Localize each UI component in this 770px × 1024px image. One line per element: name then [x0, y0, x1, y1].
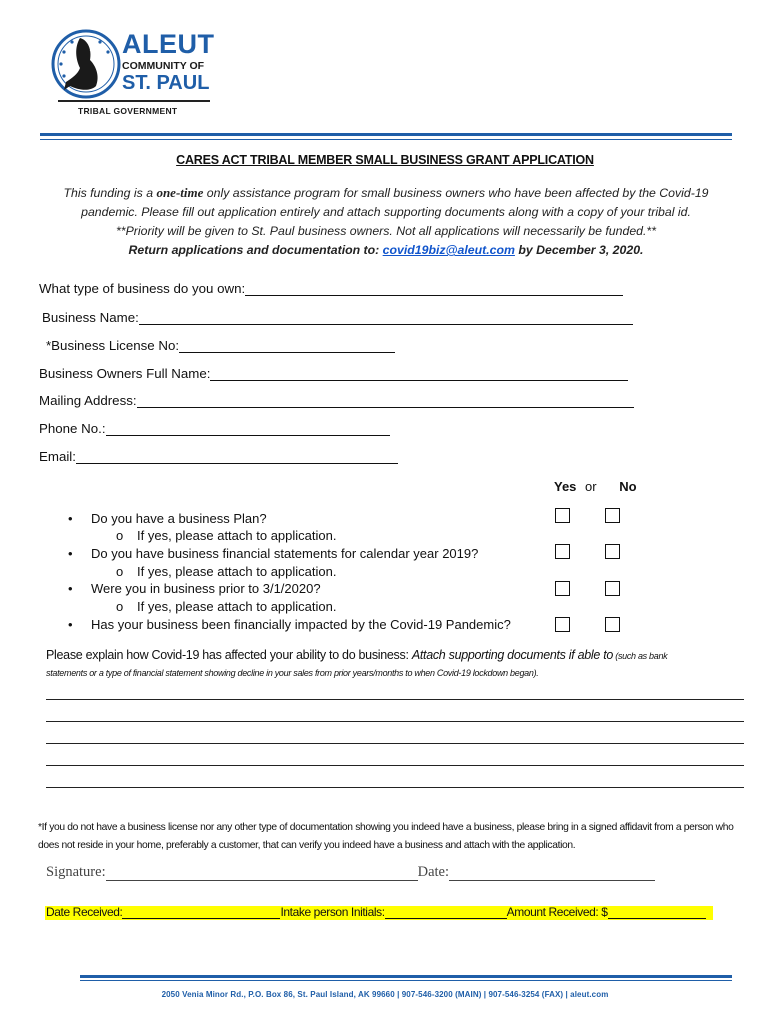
- question-4-yes-checkbox[interactable]: [555, 617, 570, 632]
- return-label: Return applications and documentation to:: [128, 243, 383, 257]
- question-2-sub-marker: o: [116, 564, 124, 579]
- signature-input[interactable]: [106, 866, 418, 881]
- business-name-input[interactable]: [139, 310, 633, 325]
- question-3-yes-checkbox[interactable]: [555, 581, 570, 596]
- footer-rule-thin: [80, 980, 732, 981]
- owners-name-field: [39, 366, 628, 381]
- logo-line-3: ST. PAUL: [122, 72, 210, 94]
- seal-emblem-icon: [50, 28, 122, 100]
- phone-input[interactable]: [106, 421, 390, 436]
- mailing-address-label: Mailing Address:: [39, 393, 137, 408]
- date-input[interactable]: [449, 866, 655, 881]
- header-rule-thin: [40, 139, 732, 140]
- question-1-sub-marker: o: [116, 528, 124, 543]
- no-label: No: [619, 479, 637, 494]
- mailing-address-field: [39, 393, 634, 408]
- bullet-3: •: [68, 581, 73, 596]
- email-input[interactable]: [76, 449, 398, 464]
- mailing-address-input[interactable]: [137, 393, 634, 408]
- license-no-field: [46, 338, 395, 353]
- question-3-sub-marker: o: [116, 599, 124, 614]
- owners-name-input[interactable]: [210, 366, 628, 381]
- intro-return-instructions: [40, 241, 732, 260]
- business-type-input[interactable]: [245, 281, 623, 296]
- question-1-no-checkbox[interactable]: [605, 508, 620, 523]
- intake-initials-input[interactable]: [385, 906, 507, 919]
- yes-label: Yes: [554, 479, 577, 494]
- question-3-text: Were you in business prior to 3/1/2020?: [91, 581, 321, 596]
- bullet-1: •: [68, 511, 73, 526]
- yes-no-header: [554, 479, 637, 494]
- date-label: Date:: [417, 864, 450, 880]
- footer-rule-thick: [80, 975, 732, 978]
- question-4-text: Has your business been financially impacted by the Covid-19 Pandemic?: [91, 617, 511, 632]
- question-1-subtext: If yes, please attach to application.: [137, 528, 337, 543]
- logo-divider: [58, 100, 210, 102]
- explain-answer-line-1[interactable]: [46, 699, 744, 700]
- explain-prompt: [46, 647, 736, 681]
- footer-contact: 2050 Venia Minor Rd., P.O. Box 86, St. Paul Island, AK 99660 | 907-546-3200 (MAIN) | 907-546-3254 (FAX) | aleut.com: [161, 990, 609, 999]
- bullet-2: •: [68, 546, 73, 561]
- amount-received-label: Amount Received: $: [506, 905, 608, 919]
- email-field: [39, 449, 398, 464]
- intake-initials-label: Intake person Initials:: [280, 905, 385, 919]
- signature-label: Signature:: [46, 864, 106, 880]
- explain-example-start: (such as bank: [613, 651, 668, 661]
- submission-email-link[interactable]: covid19biz@aleut.com: [382, 243, 515, 257]
- office-use-row: [46, 905, 706, 919]
- question-1-text: Do you have a business Plan?: [91, 511, 267, 526]
- return-deadline: by December 3, 2020.: [514, 243, 644, 257]
- question-3-no-checkbox[interactable]: [605, 581, 620, 596]
- license-no-label: *Business License No:: [46, 338, 180, 353]
- question-2-yes-checkbox[interactable]: [555, 544, 570, 559]
- explain-lead: Please explain how Covid-19 has affected your ability to do business:: [46, 648, 412, 662]
- explain-answer-line-5[interactable]: [46, 787, 744, 788]
- business-type-field: [39, 281, 623, 296]
- license-footnote: *If you do not have a business license nor any other type of documentation showing you indeed have a business, please bring in a signed affidavit from a person who does not reside in your home, preferably a customer, that can verify you indeed have a business and attach with the application.: [38, 822, 734, 851]
- date-received-input[interactable]: [122, 906, 280, 919]
- explain-answer-line-3[interactable]: [46, 743, 744, 744]
- amount-received-input[interactable]: [608, 906, 706, 919]
- logo-line-2: COMMUNITY OF: [122, 60, 205, 72]
- intro-emphasis: one-time: [156, 185, 204, 200]
- intro-text: [40, 183, 732, 260]
- or-label: or: [585, 479, 597, 494]
- intro-p1-start: This funding is a: [63, 186, 157, 200]
- question-3-subtext: If yes, please attach to application.: [137, 599, 337, 614]
- question-2-subtext: If yes, please attach to application.: [137, 564, 337, 579]
- question-2-text: Do you have business financial statements for calendar year 2019?: [91, 546, 479, 561]
- date-received-label: Date Received:: [46, 905, 123, 919]
- business-name-label: Business Name:: [42, 310, 139, 325]
- email-label: Email:: [39, 449, 76, 464]
- intro-paragraph-1: [40, 183, 732, 222]
- explain-example-end: statements or a type of financial statement showing decline in your sales from prior years/months to when Covid-19 lockdown began).: [46, 668, 539, 678]
- intro-priority-note: **Priority will be given to St. Paul business owners. Not all applications will necessarily be funded.**: [116, 224, 656, 238]
- business-type-label: What type of business do you own:: [39, 281, 246, 296]
- question-4-no-checkbox[interactable]: [605, 617, 620, 632]
- signature-row: [46, 864, 655, 881]
- logo-line-1: ALEUT: [122, 29, 215, 59]
- logo-subtitle: TRIBAL GOVERNMENT: [78, 106, 178, 116]
- aleut-logo: [50, 28, 220, 123]
- form-title: CARES ACT TRIBAL MEMBER SMALL BUSINESS GRANT APPLICATION: [176, 153, 594, 167]
- question-2-no-checkbox[interactable]: [605, 544, 620, 559]
- business-name-field: [42, 310, 633, 325]
- phone-label: Phone No.:: [39, 421, 106, 436]
- explain-answer-line-2[interactable]: [46, 721, 744, 722]
- header-rule-thick: [40, 133, 732, 136]
- owners-name-label: Business Owners Full Name:: [39, 366, 211, 381]
- license-no-input[interactable]: [179, 338, 395, 353]
- question-1-yes-checkbox[interactable]: [555, 508, 570, 523]
- explain-answer-line-4[interactable]: [46, 765, 744, 766]
- explain-attach-note: Attach supporting documents if able to: [411, 648, 614, 662]
- bullet-4: •: [68, 617, 73, 632]
- intro-p1-end: only assistance program for small business owners who have been affected by the Covid-19 pandemic. Please fill out application entirely and attach supporting documents along with a copy of your tribal id.: [81, 186, 709, 219]
- phone-field: [39, 421, 390, 436]
